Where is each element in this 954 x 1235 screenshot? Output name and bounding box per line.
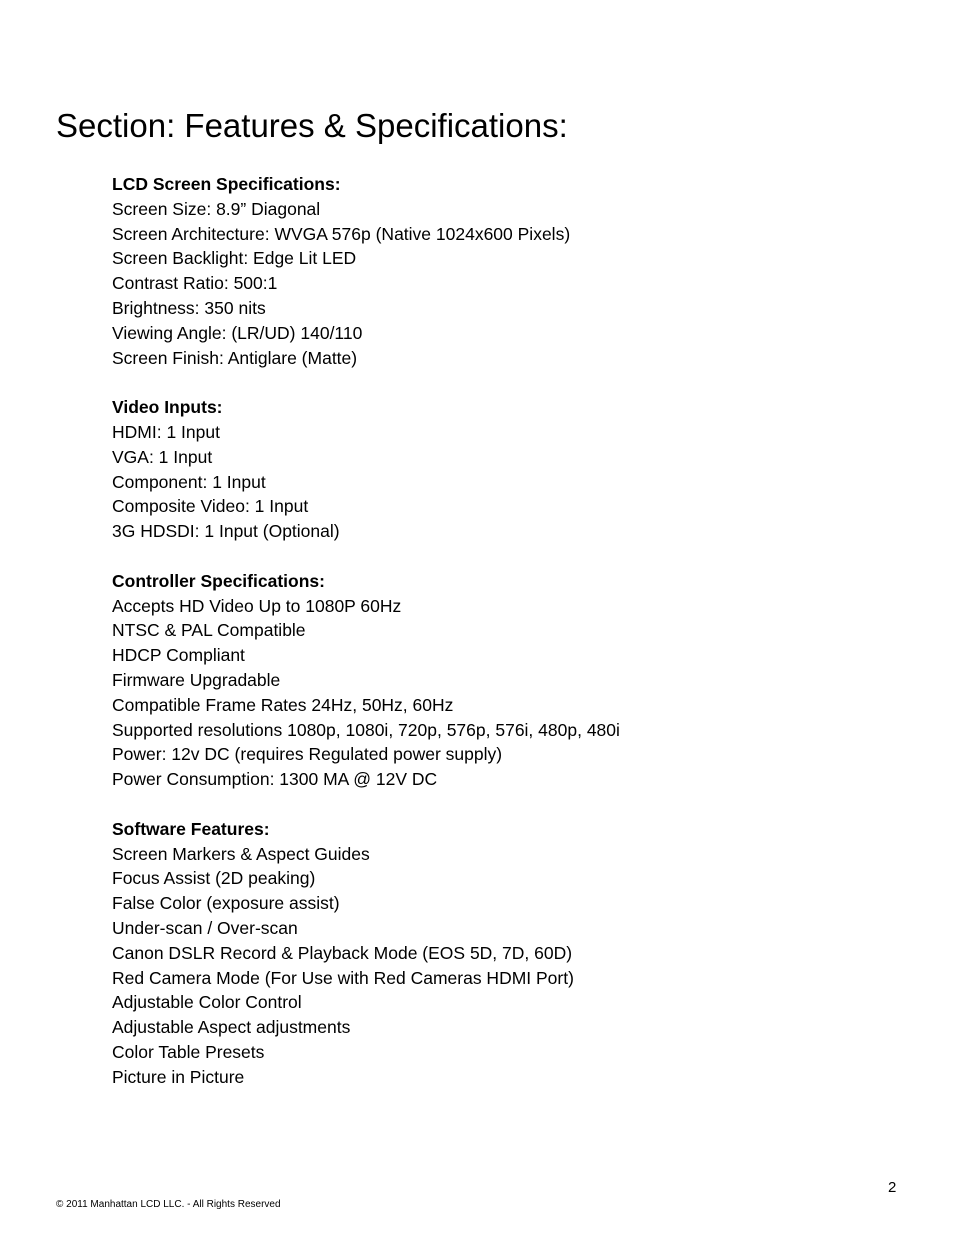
spec-item-screen-size: Screen Size: 8.9” Diagonal bbox=[112, 198, 321, 219]
spec-item-underscan-overscan: Under-scan / Over-scan bbox=[112, 917, 298, 938]
spec-item-ntsc-pal: NTSC & PAL Compatible bbox=[112, 620, 306, 641]
spec-item-hdcp: HDCP Compliant bbox=[112, 645, 245, 666]
spec-item-focus-assist: Focus Assist (2D peaking) bbox=[112, 868, 316, 889]
spec-list bbox=[112, 842, 912, 1090]
section-lcd-screen-specifications bbox=[112, 172, 912, 370]
section-controller-specifications bbox=[112, 569, 912, 792]
page-title: Section: Features & Specifications: bbox=[56, 107, 568, 144]
spec-item-contrast-ratio: Contrast Ratio: 500:1 bbox=[112, 273, 278, 294]
spec-item-color-table-presets: Color Table Presets bbox=[112, 1041, 265, 1062]
spec-item-false-color: False Color (exposure assist) bbox=[112, 893, 340, 914]
spec-item-screen-backlight: Screen Backlight: Edge Lit LED bbox=[112, 248, 357, 269]
section-heading: Video Inputs: bbox=[112, 397, 223, 418]
section-heading: Controller Specifications: bbox=[112, 570, 325, 591]
spec-item-red-camera-mode: Red Camera Mode (For Use with Red Cameras HDMI Port) bbox=[112, 967, 574, 988]
footer-copyright: © 2011 Manhattan LCD LLC. - All Rights Reserved bbox=[56, 1199, 281, 1210]
spec-item-firmware: Firmware Upgradable bbox=[112, 669, 281, 690]
spec-item-vga: VGA: 1 Input bbox=[112, 446, 213, 467]
spec-item-canon-dslr-mode: Canon DSLR Record & Playback Mode (EOS 5D, 7D, 60D) bbox=[112, 942, 573, 963]
spec-item-resolutions: Supported resolutions 1080p, 1080i, 720p, 576p, 576i, 480p, 480i bbox=[112, 719, 620, 740]
spec-item-screen-architecture: Screen Architecture: WVGA 576p (Native 1024x600 Pixels) bbox=[112, 223, 571, 244]
spec-item-brightness: Brightness: 350 nits bbox=[112, 297, 266, 318]
spec-item-screen-finish: Screen Finish: Antiglare (Matte) bbox=[112, 347, 358, 368]
section-video-inputs bbox=[112, 395, 912, 544]
spec-item-viewing-angle: Viewing Angle: (LR/UD) 140/110 bbox=[112, 322, 363, 343]
spec-item-picture-in-picture: Picture in Picture bbox=[112, 1066, 245, 1087]
specifications-content bbox=[112, 172, 912, 1114]
spec-item-color-control: Adjustable Color Control bbox=[112, 992, 302, 1013]
spec-item-hd-video: Accepts HD Video Up to 1080P 60Hz bbox=[112, 595, 402, 616]
spec-item-power-consumption: Power Consumption: 1300 MA @ 12V DC bbox=[112, 769, 438, 790]
section-software-features bbox=[112, 817, 912, 1090]
spec-item-composite-video: Composite Video: 1 Input bbox=[112, 496, 309, 517]
spec-item-3g-hdsdi: 3G HDSDI: 1 Input (Optional) bbox=[112, 521, 340, 542]
spec-item-frame-rates: Compatible Frame Rates 24Hz, 50Hz, 60Hz bbox=[112, 694, 454, 715]
spec-list bbox=[112, 197, 912, 371]
spec-list bbox=[112, 594, 912, 792]
page-number: 2 bbox=[888, 1179, 897, 1196]
spec-item-power: Power: 12v DC (requires Regulated power supply) bbox=[112, 744, 503, 765]
spec-item-screen-markers: Screen Markers & Aspect Guides bbox=[112, 843, 370, 864]
section-heading: Software Features: bbox=[112, 818, 270, 839]
spec-item-hdmi: HDMI: 1 Input bbox=[112, 421, 220, 442]
spec-list bbox=[112, 420, 912, 544]
spec-item-component: Component: 1 Input bbox=[112, 471, 266, 492]
spec-item-aspect-adjustments: Adjustable Aspect adjustments bbox=[112, 1017, 351, 1038]
section-heading: LCD Screen Specifications: bbox=[112, 174, 341, 194]
